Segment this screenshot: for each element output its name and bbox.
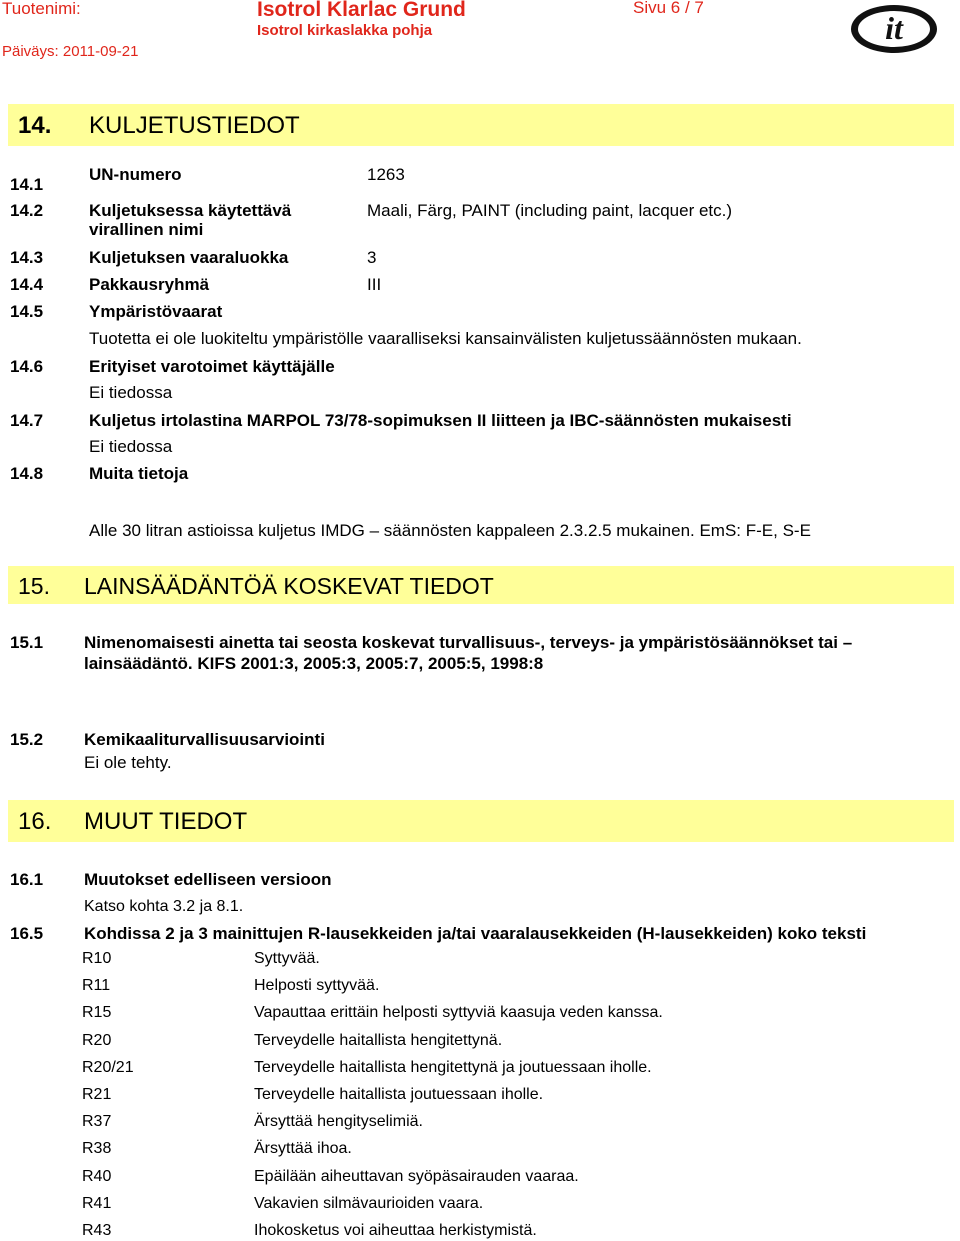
section-16-header: [8, 800, 954, 842]
item-14-6-label: Erityiset varotoimet käyttäjälle: [89, 357, 335, 376]
item-14-2-value: Maali, Färg, PAINT (including paint, lacquer etc.): [367, 201, 733, 220]
item-14-3-label: Kuljetuksen vaaraluokka: [89, 248, 289, 267]
product-subtitle: Isotrol kirkaslakka pohja: [257, 22, 433, 39]
date: Päiväys: 2011-09-21: [2, 43, 139, 60]
item-14-7-label: Kuljetus irtolastina MARPOL 73/78-sopimuksen II liitteen ja IBC-säännösten mukaisesti: [89, 411, 792, 430]
item-14-7-number: 14.7: [10, 411, 44, 430]
r-phrase-code: R41: [82, 1194, 112, 1212]
item-14-1-value: 1263: [367, 165, 405, 184]
r-phrase-text: Vapauttaa erittäin helposti syttyviä kaasuja veden kanssa.: [254, 1004, 663, 1022]
r-phrase-code: R40: [82, 1167, 112, 1185]
r-phrase-text: Vakavien silmävaurioiden vaara.: [254, 1194, 484, 1212]
product-name: Isotrol Klarlac Grund: [257, 0, 466, 21]
section-14-number: 14.: [18, 112, 52, 139]
item-14-3-number: 14.3: [10, 248, 44, 267]
r-phrase-code: R37: [82, 1113, 112, 1131]
item-14-1-number: 14.1: [10, 175, 44, 194]
r-phrase-code: R20/21: [82, 1058, 134, 1076]
item-14-6-text: Ei tiedossa: [89, 383, 173, 402]
r-phrase-code: R11: [82, 977, 111, 995]
section-15-title: LAINSÄÄDÄNTÖÄ KOSKEVAT TIEDOT: [84, 573, 494, 599]
r-phrase-text: Terveydelle haitallista hengitettynä.: [254, 1031, 503, 1049]
r-phrase-text: Terveydelle haitallista hengitettynä ja joutuessaan iholle.: [254, 1058, 652, 1076]
item-16-1-number: 16.1: [10, 870, 44, 889]
item-15-2-label: Kemikaaliturvallisuusarviointi: [84, 730, 325, 749]
item-14-1-label: UN-numero: [89, 165, 182, 184]
item-14-2-number: 14.2: [10, 201, 44, 220]
r-phrase-code: R15: [82, 1004, 112, 1022]
item-14-7-text: Ei tiedossa: [89, 437, 173, 456]
item-15-2-text: Ei ole tehty.: [84, 753, 172, 772]
r-phrase-text: Ärsyttää hengityselimiä.: [254, 1113, 423, 1131]
item-14-5-number: 14.5: [10, 302, 44, 321]
section-14-title: KULJETUSTIEDOT: [89, 112, 300, 139]
section-16-number: 16.: [18, 808, 52, 835]
item-14-4-label: Pakkausryhmä: [89, 275, 210, 294]
section-14-header: [8, 104, 954, 146]
r-phrase-text: Helposti syttyvää.: [254, 977, 380, 995]
r-phrase-text: Terveydelle haitallista joutuessaan iholle.: [254, 1086, 544, 1103]
r-phrase-text: Ihokosketus voi aiheuttaa herkistymistä.: [254, 1222, 537, 1239]
company-logo: [849, 3, 939, 55]
item-14-8-label: Muita tietoja: [89, 464, 189, 483]
r-phrase-text: Syttyvää.: [254, 950, 320, 967]
item-15-1-line2: lainsäädäntö. KIFS 2001:3, 2005:3, 2005:7, 2005:5, 1998:8: [84, 654, 544, 673]
item-16-1-text: Katso kohta 3.2 ja 8.1.: [84, 898, 244, 915]
r-phrase-code: R20: [82, 1031, 112, 1049]
item-15-1-number: 15.1: [10, 633, 44, 652]
product-label: Tuotenimi:: [2, 0, 81, 18]
r-phrase-code: R10: [82, 950, 112, 967]
item-14-8-text: Alle 30 litran astioissa kuljetus IMDG – säännösten kappaleen 2.3.2.5 mukainen. EmS: F-E, S-E: [89, 521, 811, 540]
item-14-4-value: III: [367, 275, 382, 294]
item-14-5-text: Tuotetta ei ole luokiteltu ympäristölle vaaralliseksi kansainvälisten kuljetussäännösten mukaan.: [89, 329, 802, 348]
item-14-8-number: 14.8: [10, 464, 44, 483]
item-14-3-value: 3: [367, 248, 377, 267]
logo-text: it: [885, 10, 903, 46]
section-15-header: [8, 566, 954, 604]
section-16-title: MUUT TIEDOT: [84, 808, 248, 835]
item-16-5-number: 16.5: [10, 924, 44, 943]
r-phrase-text: Ärsyttää ihoa.: [254, 1140, 352, 1158]
item-14-2-label-line2: virallinen nimi: [89, 220, 204, 239]
item-14-5-label: Ympäristövaarat: [89, 302, 223, 321]
r-phrase-code: R43: [82, 1222, 112, 1239]
item-14-6-number: 14.6: [10, 357, 44, 376]
item-16-1-label: Muutokset edelliseen versioon: [84, 870, 332, 889]
item-14-4-number: 14.4: [10, 275, 44, 294]
page-number: Sivu 6 / 7: [633, 0, 704, 17]
item-14-2-label-line1: Kuljetuksessa käytettävä: [89, 201, 292, 220]
item-15-2-number: 15.2: [10, 730, 44, 749]
r-phrase-code: R38: [82, 1140, 112, 1158]
section-15-number: 15.: [18, 573, 50, 599]
r-phrase-text: Epäilään aiheuttavan syöpäsairauden vaaraa.: [254, 1167, 579, 1185]
item-15-1-line1: Nimenomaisesti ainetta tai seosta koskevat turvallisuus-, terveys- ja ympäristösäännökset tai –: [84, 633, 853, 652]
item-16-5-label: Kohdissa 2 ja 3 mainittujen R-lausekkeiden ja/tai vaaralausekkeiden (H-lausekkeiden) koko teksti: [84, 924, 867, 943]
r-phrase-code: R21: [82, 1086, 112, 1103]
